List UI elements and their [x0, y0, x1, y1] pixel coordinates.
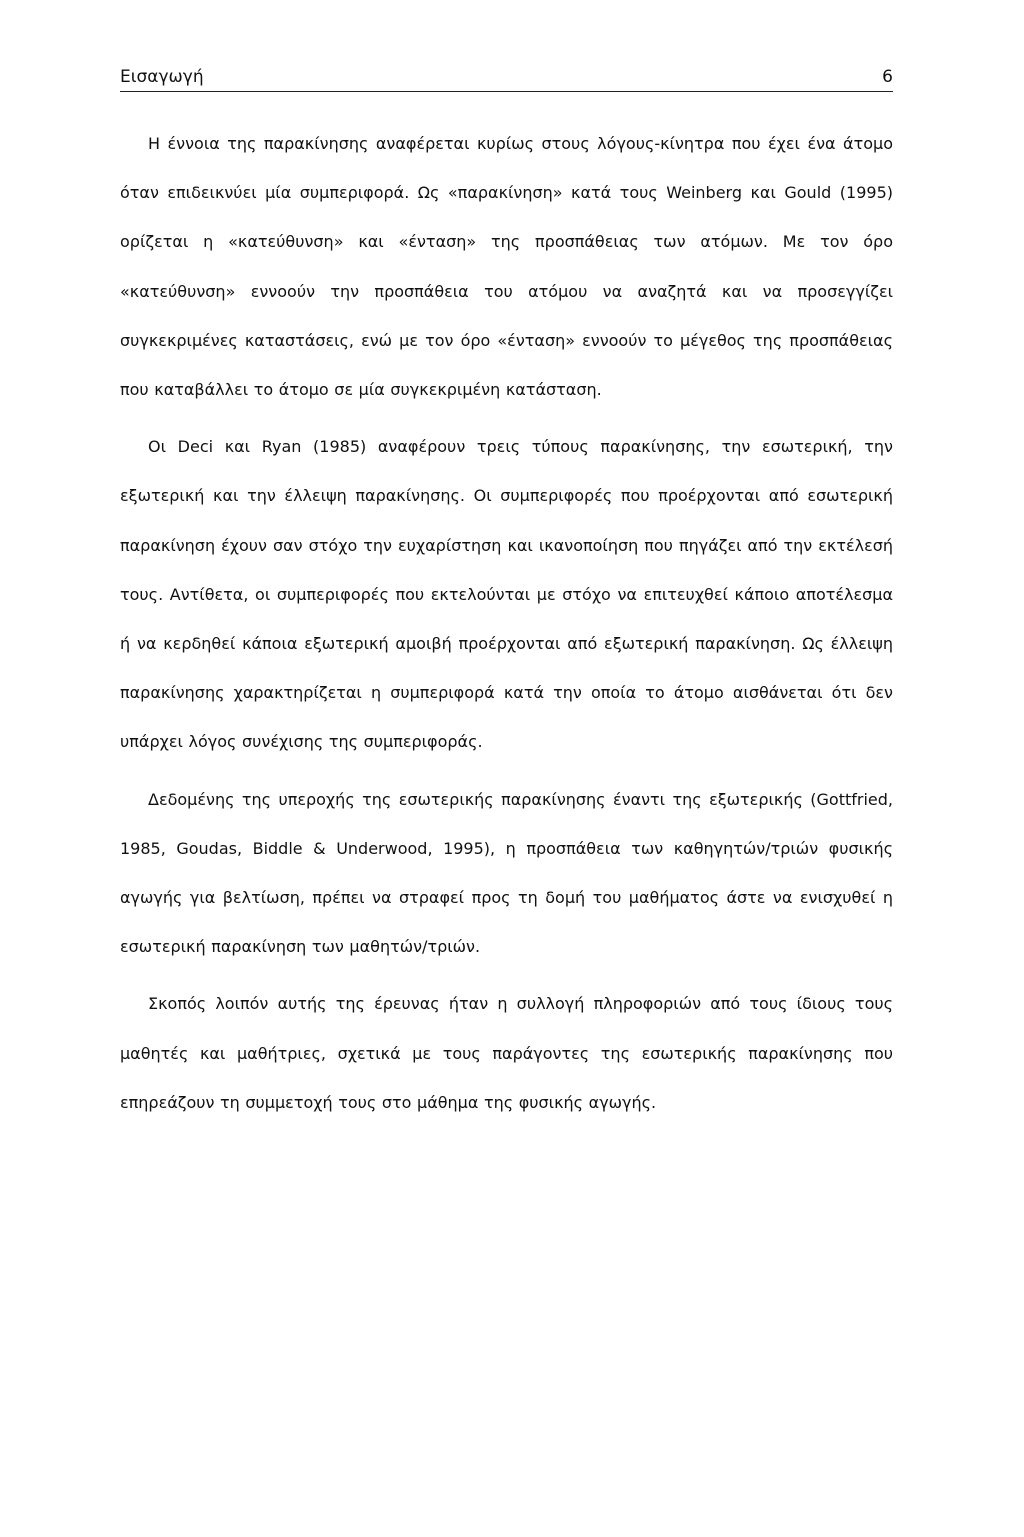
section-title: Εισαγωγή: [120, 67, 204, 87]
paragraph-research-aim: Σκοπός λοιπόν αυτής της έρευνας ήταν η συλλογή πληροφοριών από τους ίδιους τους μαθητές και μαθήτριες, σχετικά με τους παράγοντες της εσωτερικής παρακίνησης που επηρεάζουν τη συμμετοχή τους στο μάθημα της φυσικής αγωγής.: [120, 994, 893, 1112]
page-number: 6: [882, 67, 893, 87]
paragraph-intrinsic-superiority: Δεδομένης της υπεροχής της εσωτερικής παρακίνησης έναντι της εξωτερικής (Gottfried, 1985, Goudas, Biddle & Underwood, 1995), η προσπάθεια των καθηγητών/τριών φυσικής αγωγής για βελτίωση, πρέπει να στραφεί προς τη δομή του μαθήματος άστε να ενισχυθεί η εσωτερική παρακίνηση των μαθητών/τριών.: [120, 789, 893, 957]
body-text: [120, 119, 893, 1135]
paragraph-motivation-definition: Η έννοια της παρακίνησης αναφέρεται κυρίως στους λόγους-κίνητρα που έχει ένα άτομο όταν επιδεικνύει μία συμπεριφορά. Ως «παρακίνηση» κατά τους Weinberg και Gould (1995) ορίζεται η «κατεύθυνση» και «ένταση» της προσπάθειας των ατόμων. Με τον όρο «κατεύθυνση» εννοούν την προσπάθεια του ατόμου να αναζητά και να προσεγγίζει συγκεκριμένες καταστάσεις, ενώ με τον όρο «ένταση» εννοούν το μέγεθος της προσπάθειας που καταβάλλει το άτομο σε μία συγκεκριμένη κατάσταση.: [120, 134, 893, 400]
page-header: [120, 67, 893, 92]
paragraph-motivation-types: Οι Deci και Ryan (1985) αναφέρουν τρεις τύπους παρακίνησης, την εσωτερική, την εξωτερική και την έλλειψη παρακίνησης. Οι συμπεριφορές που προέρχονται από εσωτερική παρακίνηση έχουν σαν στόχο την ευχαρίστηση και ικανοποίηση που πηγάζει από την εκτέλεσή τους. Αντίθετα, οι συμπεριφορές που εκτελούνται με στόχο να επιτευχθεί κάποιο αποτέλεσμα ή να κερδηθεί κάποια εξωτερική αμοιβή προέρχονται από εξωτερική παρακίνηση. Ως έλλειψη παρακίνησης χαρακτηρίζεται η συμπεριφορά κατά την οποία το άτομο αισθάνεται ότι δεν υπάρχει λόγος συνέχισης της συμπεριφοράς.: [120, 437, 893, 752]
